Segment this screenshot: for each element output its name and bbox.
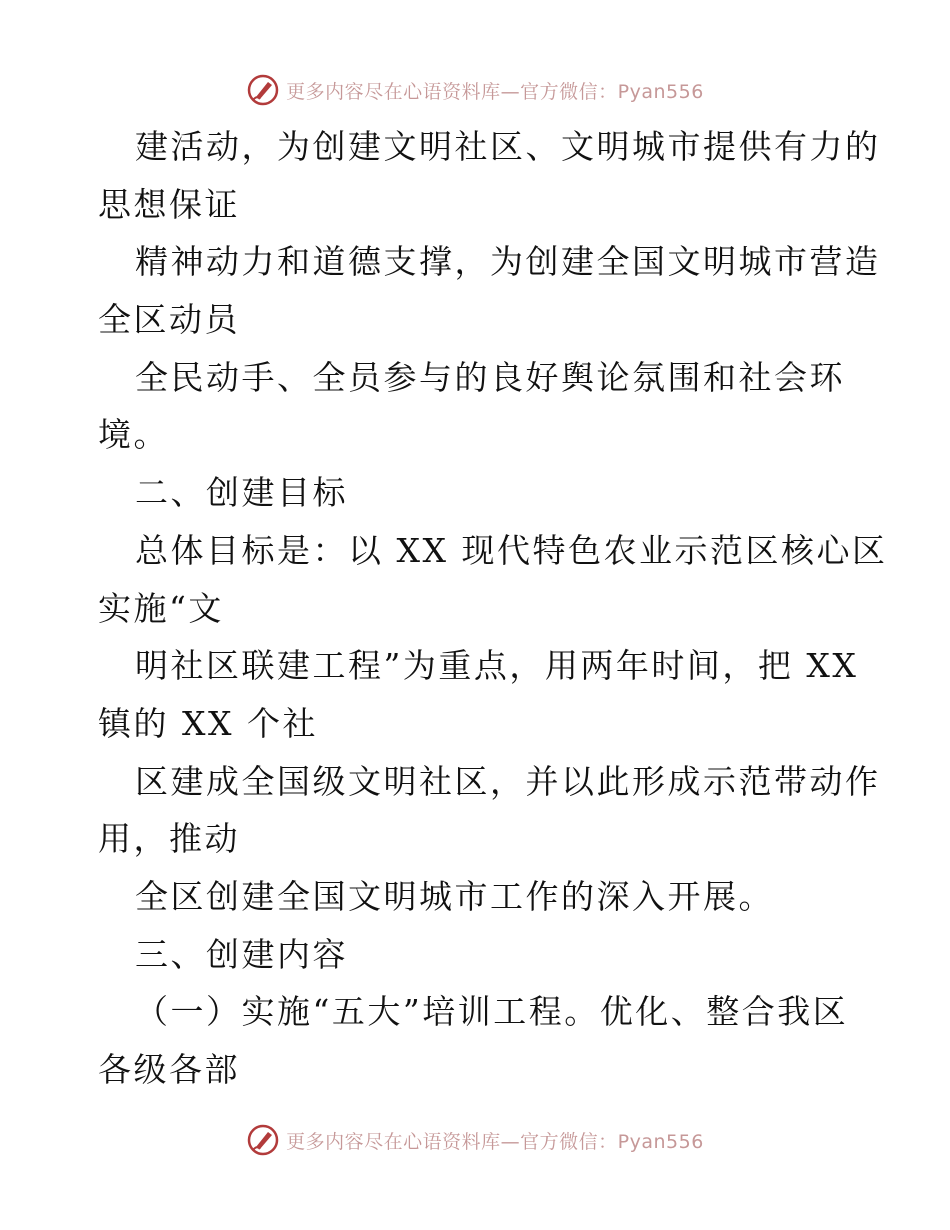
text-line: 思想保证 bbox=[98, 184, 240, 224]
text-line: 区建成全国级文明社区，并以此形成示范带动作 bbox=[135, 761, 881, 801]
text-line: 各级各部 bbox=[98, 1050, 240, 1089]
header-watermark bbox=[0, 70, 950, 110]
text-line: 明社区联建工程”为重点，用两年时间，把 XX bbox=[135, 646, 859, 686]
section-heading: 三、创建内容 bbox=[135, 934, 348, 974]
text-line: 全区创建全国文明城市工作的深入开展。 bbox=[135, 876, 774, 916]
footer-watermark bbox=[0, 1120, 950, 1160]
text-line: 镇的 XX 个社 bbox=[98, 703, 318, 743]
text-line: 建活动，为创建文明社区、文明城市提供有力的 bbox=[135, 127, 881, 166]
text-line: 境。 bbox=[98, 415, 169, 455]
brush-logo-icon bbox=[246, 73, 280, 107]
text-line: （一）实施“五大”培训工程。优化、整合我区 bbox=[135, 992, 849, 1032]
watermark-text: 更多内容尽在心语资料库—官方微信：Pyan556 bbox=[286, 1130, 704, 1153]
text-line: 精神动力和道德支撑，为创建全国文明城市营造 bbox=[135, 242, 881, 282]
text-line: 全区动员 bbox=[98, 300, 240, 340]
watermark-text: 更多内容尽在心语资料库—官方微信：Pyan556 bbox=[286, 80, 704, 103]
document-body bbox=[98, 118, 888, 1099]
text-line: 总体目标是：以 XX 现代特色农业示范区核心区 bbox=[135, 530, 888, 570]
text-line: 实施“文 bbox=[98, 588, 224, 628]
section-heading: 二、创建目标 bbox=[135, 473, 348, 513]
text-line: 全民动手、全员参与的良好舆论氛围和社会环 bbox=[135, 357, 845, 397]
brush-logo-icon bbox=[246, 1123, 280, 1157]
text-line: 用，推动 bbox=[98, 819, 240, 859]
